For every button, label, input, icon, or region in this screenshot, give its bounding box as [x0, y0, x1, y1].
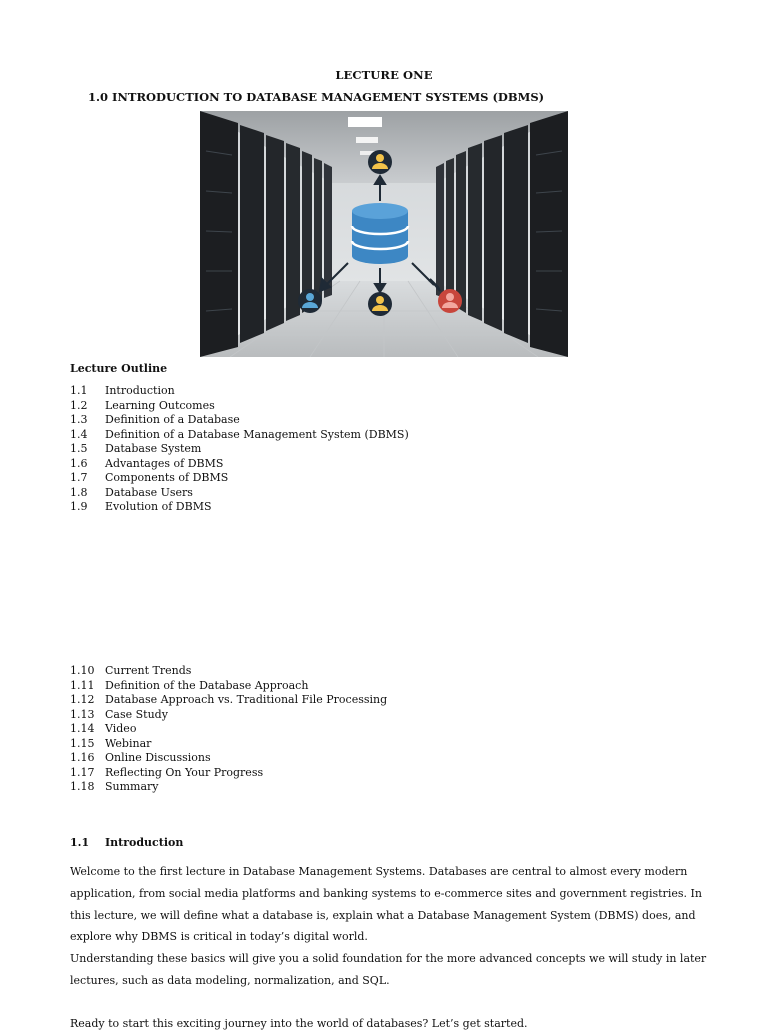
item-number: 1.10 — [70, 664, 95, 677]
item-label: Database System — [105, 442, 202, 455]
ceiling-light-icon — [348, 117, 382, 127]
item-label: Video — [105, 722, 137, 735]
list-item — [70, 457, 409, 472]
item-number: 1.2 — [70, 398, 88, 412]
item-label: Definition of a Database — [105, 413, 240, 426]
section-title: Introduction — [105, 836, 184, 849]
item-label: Advantages of DBMS — [105, 456, 224, 470]
item-number: 1.16 — [70, 751, 95, 764]
list-item — [70, 708, 387, 723]
item-number: 1.13 — [70, 707, 95, 721]
intro-paragraph-1: Welcome to the first lecture in Database Management Systems. Databases are central to almost every modern application, from social media platforms and banking systems to e-commerce sites and government registries. In this lecture, we will define what a database is, explain what a Database Management System (DBMS) does, and explore why DBMS is critical in today’s digital world. — [70, 865, 702, 944]
item-label: Case Study — [105, 707, 168, 721]
item-label: Learning Outcomes — [105, 398, 215, 412]
item-number: 1.1 — [70, 384, 88, 397]
list-item — [70, 384, 409, 399]
list-item — [70, 399, 409, 414]
item-label: Current Trends — [105, 664, 192, 677]
list-item — [70, 766, 387, 781]
item-label: Online Discussions — [105, 751, 211, 764]
item-label: Introduction — [105, 384, 175, 397]
item-label: Definition of the Database Approach — [105, 678, 309, 692]
list-item — [70, 679, 387, 694]
list-item — [70, 693, 387, 708]
list-item — [70, 413, 409, 428]
item-label: Database Users — [105, 485, 193, 499]
list-item — [70, 471, 409, 486]
item-number: 1.14 — [70, 722, 95, 735]
list-item — [70, 500, 409, 515]
intro-paragraph-2: Understanding these basics will give you a solid foundation for the more advanced concepts we will study in later lectures, such as data modeling, normalization, and SQL. — [70, 952, 707, 987]
list-item — [70, 442, 409, 457]
item-number: 1.5 — [70, 442, 88, 455]
item-number: 1.8 — [70, 485, 88, 499]
item-number: 1.3 — [70, 413, 88, 426]
item-number: 1.11 — [70, 678, 95, 692]
list-item — [70, 664, 387, 679]
item-label: Reflecting On Your Progress — [105, 765, 264, 779]
item-label: Components of DBMS — [105, 471, 229, 484]
list-item — [70, 486, 409, 501]
outline-list-part1 — [70, 384, 409, 515]
list-item — [70, 780, 387, 795]
item-label: Webinar — [105, 736, 152, 750]
item-number: 1.6 — [70, 456, 88, 470]
list-item — [70, 722, 387, 737]
intro-paragraph-3: Ready to start this exciting journey into the world of databases? Let’s get started. — [70, 1017, 528, 1030]
item-number: 1.7 — [70, 471, 88, 484]
item-label: Database Approach vs. Traditional File Processing — [105, 693, 388, 706]
user-icon — [368, 292, 392, 316]
list-item — [70, 428, 409, 443]
section-heading-introduction — [70, 836, 183, 849]
user-icon — [368, 150, 392, 174]
item-number: 1.4 — [70, 427, 88, 441]
list-item — [70, 737, 387, 752]
item-label: Summary — [105, 780, 159, 793]
item-number: 1.9 — [70, 500, 88, 513]
item-number: 1.18 — [70, 780, 95, 793]
item-label: Definition of a Database Management System (DBMS) — [105, 427, 409, 441]
lecture-label: LECTURE ONE — [335, 68, 433, 82]
item-number: 1.12 — [70, 693, 95, 706]
page-title: 1.0 INTRODUCTION TO DATABASE MANAGEMENT SYSTEMS (DBMS) — [88, 90, 545, 104]
section-number: 1.1 — [70, 836, 90, 849]
list-item — [70, 751, 387, 766]
user-icon — [298, 289, 322, 313]
outline-list-part2 — [70, 664, 387, 795]
item-number: 1.17 — [70, 765, 95, 779]
item-label: Evolution of DBMS — [105, 500, 212, 513]
database-hero-image — [200, 111, 568, 357]
user-icon — [438, 289, 462, 313]
outline-heading: Lecture Outline — [70, 362, 168, 375]
database-icon — [352, 203, 408, 264]
item-number: 1.15 — [70, 736, 95, 750]
